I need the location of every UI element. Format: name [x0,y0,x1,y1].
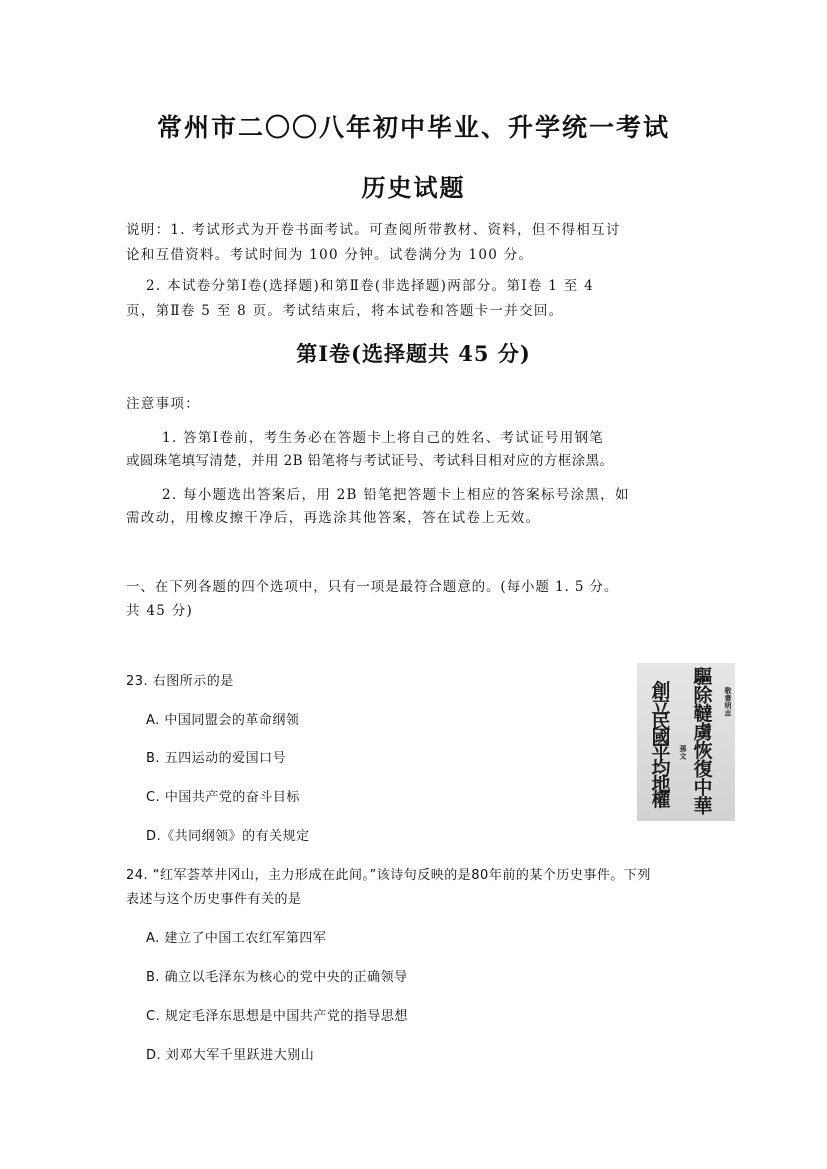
part-one-heading: 一、在下列各题的四个选项中，只有一项是最符合题意的。(每小题 1. 5 分。 [126,579,619,595]
question-24-option-c: C. 规定毛泽东思想是中国共产党的指导思想 [146,1009,408,1024]
calligraphy-char: 均 [651,758,671,780]
calligraphy-char: 中 [693,777,713,799]
question-23-option-c: C. 中国共产党的奋斗目标 [146,790,300,805]
subject-title: 历史试题 [361,173,466,202]
calligraphy-char: 立 [651,695,671,718]
calligraphy-char: 創 [651,680,671,702]
notice-label: 注意事项： [126,396,200,412]
calligraphy-column-left [651,679,670,811]
calligraphy-image [637,663,735,821]
question-23-option-d: D.《共同纲领》的有关规定 [146,829,310,844]
question-24-option-a: A. 建立了中国工农红军第四军 [146,931,327,946]
instruction-line: 2. 本试卷分第Ⅰ卷(选择题)和第Ⅱ卷(非选择题)两部分。第Ⅰ卷 1 至 4 [146,278,595,294]
calligraphy-char: 韃 [693,703,713,725]
calligraphy-char: 明 [724,701,732,710]
calligraphy-char: 恢 [693,740,713,762]
question-23-stem: 23. 右图所示的是 [126,674,234,689]
calligraphy-inscription [724,686,733,718]
question-24-option-d: D. 刘邓大军千里跃进大别山 [146,1048,315,1063]
calligraphy-char: 權 [651,789,671,812]
calligraphy-char: 平 [651,742,671,765]
calligraphy-char: 孫 [679,744,687,753]
part-one-heading: 共 45 分) [126,603,194,619]
exam-title: 常州市二〇〇八年初中毕业、升学统一考试 [156,113,670,142]
calligraphy-char: 敬 [724,686,732,695]
calligraphy-char: 虜 [693,721,713,744]
calligraphy-signature [680,744,688,761]
notice-line: 需改动，用橡皮擦干净后，再选涂其他答案，答在试卷上无效。 [126,510,541,526]
question-23-option-b: B. 五四运动的爱国口号 [146,751,287,766]
calligraphy-column-right [692,666,713,818]
instruction-line: 论和互借资料。考试时间为 100 分钟。试卷满分为 100 分。 [126,247,534,263]
notice-line: 1. 答第Ⅰ卷前，考生务必在答题卡上将自己的姓名、考试证号用钢笔 [162,430,605,446]
question-24-stem: 24. “红军荟萃井冈山，主力形成在此间。”该诗句反映的是80年前的某个历史事件。下列 [126,868,651,883]
calligraphy-char: 國 [651,726,671,749]
calligraphy-svg [637,663,735,821]
section-title: 第Ⅰ卷(选择题共 45 分) [296,341,531,366]
notice-line: 2. 每小题选出答案后，用 2B 铅笔把答题卡上相应的答案标号涂黑，如 [162,487,630,503]
question-24-option-b: B. 确立以毛泽东为核心的党中央的正确领导 [146,970,408,985]
instruction-line: 说明：1. 考试形式为开卷书面考试。可查阅所带教材、资料，但不得相互讨 [126,222,621,238]
calligraphy-char: 復 [693,758,713,781]
calligraphy-char: 驅 [693,666,713,688]
instruction-line: 页，第Ⅱ卷 5 至 8 页。考试结束后，将本试卷和答题卡一并交回。 [126,303,564,319]
calligraphy-char: 華 [693,795,713,818]
question-24-stem: 表述与这个历史事件有关的是 [126,892,302,907]
calligraphy-char: 文 [679,751,687,761]
question-23-option-a: A. 中国同盟会的革命纲领 [146,713,300,728]
calligraphy-char: 除 [693,684,713,707]
calligraphy-char: 地 [651,773,671,796]
calligraphy-char: 書 [724,693,732,703]
notice-line: 或圆珠笔填写清楚，并用 2B 铅笔将与考试证号、考试科目相对应的方框涂黑。 [126,453,614,469]
calligraphy-char: 民 [651,711,671,734]
calligraphy-char: 志 [724,708,732,718]
